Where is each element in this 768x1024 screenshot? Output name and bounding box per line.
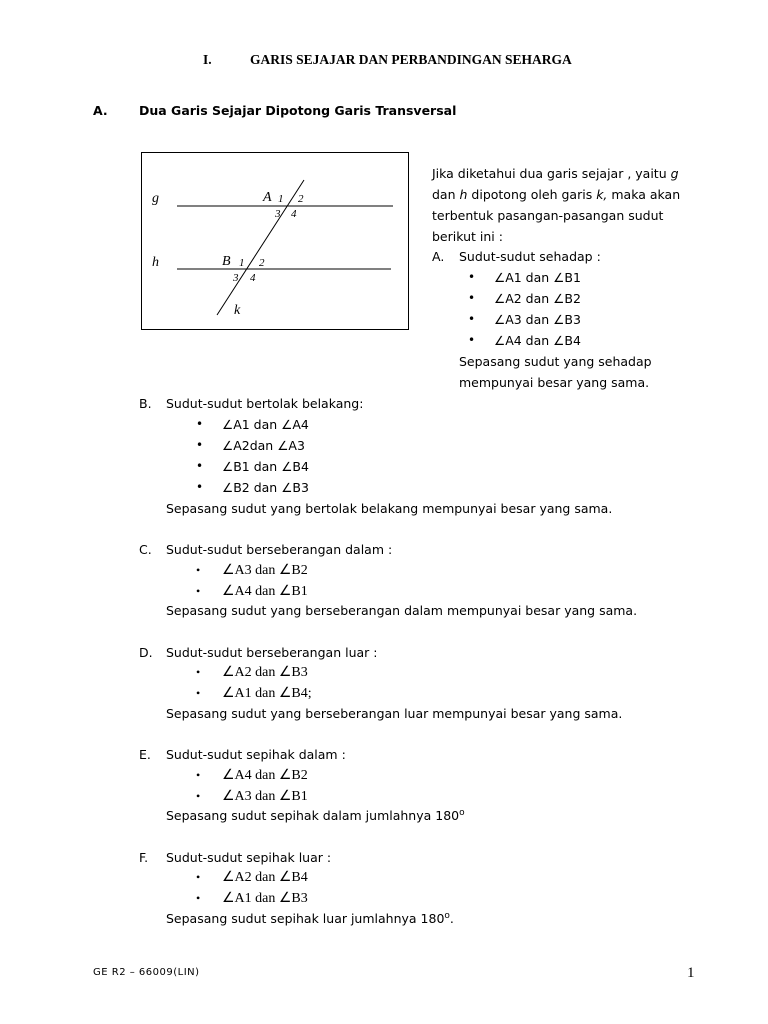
diagram-lines: [141, 152, 409, 330]
sub-a-title: Sudut-sudut sehadap :: [459, 249, 601, 264]
intro-line-1: Jika diketahui dua garis sejajar , yaitu g: [432, 166, 679, 181]
list-item: • ∠A1 dan ∠B1: [494, 267, 581, 288]
list-item: • ∠A1 dan ∠B3: [222, 888, 308, 909]
sub-b-list: [222, 414, 309, 498]
sub-b-note: Sepasang sudut yang bertolak belakang mempunyai besar yang sama.: [166, 501, 613, 516]
line-k: [217, 180, 304, 315]
sub-c-list: [222, 560, 308, 602]
sub-f-title: Sudut-sudut sepihak luar :: [166, 850, 332, 865]
label-k: k: [234, 303, 241, 318]
label-h: h: [152, 255, 159, 270]
list-item: • ∠B1 dan ∠B4: [222, 456, 309, 477]
angle-b4: 4: [250, 272, 256, 284]
sub-d-title: Sudut-sudut berseberangan luar :: [166, 645, 378, 660]
angle-b1: 1: [239, 257, 245, 269]
sub-e-note: Sepasang sudut sepihak dalam jumlahnya 180$^o$: [166, 808, 465, 824]
list-item: • ∠A2 dan ∠B2: [494, 288, 581, 309]
label-g: g: [152, 191, 159, 206]
intro-line-3: terbentuk pasangan-pasangan sudut: [432, 208, 664, 223]
list-item: • ∠A2 dan ∠B4: [222, 867, 308, 888]
sub-d-list: [222, 662, 312, 704]
sub-a-note-2: mempunyai besar yang sama.: [459, 375, 650, 390]
section-a-letter: A.: [93, 103, 108, 118]
intro-line-4: berikut ini :: [432, 229, 503, 244]
chapter-number: I.: [203, 52, 212, 67]
section-a-title: Dua Garis Sejajar Dipotong Garis Transversal: [139, 103, 457, 118]
sub-b-title: Sudut-sudut bertolak belakang:: [166, 396, 364, 411]
list-item: • ∠A4 dan ∠B2: [222, 765, 308, 786]
sub-e-title: Sudut-sudut sepihak dalam :: [166, 747, 346, 762]
sub-e-list: [222, 765, 308, 807]
list-item: • ∠A2dan ∠A3: [222, 435, 309, 456]
sub-f-letter: F.: [139, 850, 149, 865]
angle-b3: 3: [233, 272, 239, 284]
page-number: 1: [687, 965, 695, 981]
sub-a-letter: A.: [432, 249, 445, 264]
sub-f-note: Sepasang sudut sepihak luar jumlahnya 180$^o$.: [166, 911, 454, 927]
sub-a-note-1: Sepasang sudut yang sehadap: [459, 354, 652, 369]
list-item: • ∠A3 dan ∠B2: [222, 560, 308, 581]
label-b: B: [222, 254, 231, 269]
sub-d-letter: D.: [139, 645, 153, 660]
sub-a-list: [494, 267, 581, 351]
list-item: • ∠A3 dan ∠B1: [222, 786, 308, 807]
sub-d-note: Sepasang sudut yang berseberangan luar mempunyai besar yang sama.: [166, 706, 623, 721]
list-item: • ∠A1 dan ∠B4;: [222, 683, 312, 704]
list-item: • ∠A2 dan ∠B3: [222, 662, 312, 683]
footer-code: GE R2 – 66009(LIN): [93, 967, 200, 978]
angle-b2: 2: [259, 257, 265, 269]
chapter-title: GARIS SEJAJAR DAN PERBANDINGAN SEHARGA: [250, 52, 572, 67]
list-item: • ∠A4 dan ∠B4: [494, 330, 581, 351]
list-item: • ∠B2 dan ∠B3: [222, 477, 309, 498]
sub-c-title: Sudut-sudut berseberangan dalam :: [166, 542, 393, 557]
angle-a2: 2: [298, 193, 304, 205]
sub-e-letter: E.: [139, 747, 151, 762]
angle-a1: 1: [278, 193, 284, 205]
sub-c-note: Sepasang sudut yang berseberangan dalam mempunyai besar yang sama.: [166, 603, 638, 618]
sub-b-letter: B.: [139, 396, 152, 411]
transversal-diagram: [141, 152, 409, 330]
angle-a4: 4: [291, 208, 297, 220]
list-item: • ∠A3 dan ∠B3: [494, 309, 581, 330]
intro-line-2: dan h dipotong oleh garis k, maka akan: [432, 187, 681, 202]
sub-c-letter: C.: [139, 542, 152, 557]
list-item: • ∠A1 dan ∠A4: [222, 414, 309, 435]
angle-a3: 3: [275, 208, 281, 220]
list-item: • ∠A4 dan ∠B1: [222, 581, 308, 602]
label-a: A: [263, 190, 272, 205]
sub-f-list: [222, 867, 308, 909]
